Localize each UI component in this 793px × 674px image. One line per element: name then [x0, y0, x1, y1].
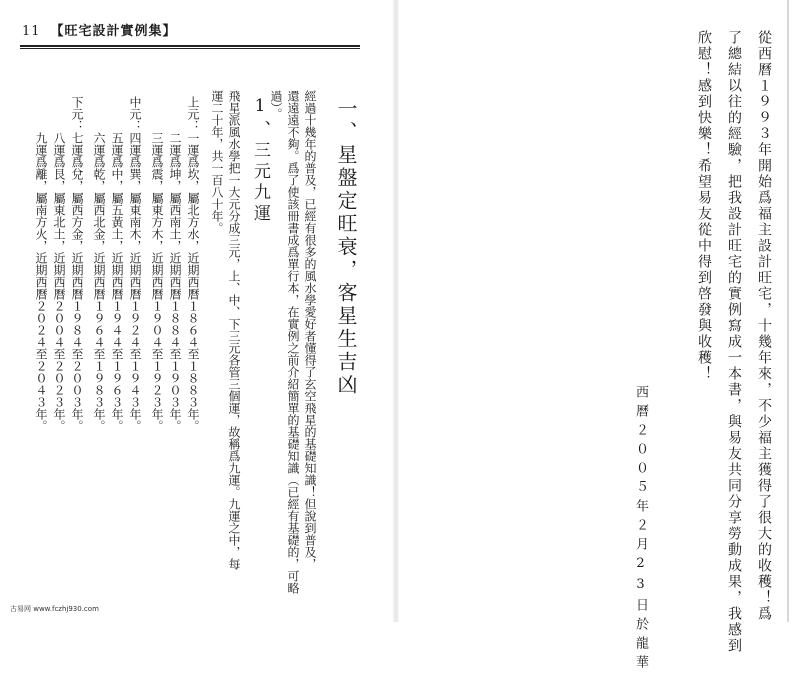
yuan-label-middle: 中元：: [128, 96, 142, 132]
footer-watermark: 古易网 www.fczhj930.com: [10, 605, 99, 613]
preface-line-1: 從西曆１９９３年開始爲福主設計旺宅，十幾年來，不少福主獲得了很大的收穫！爲: [756, 30, 772, 622]
book-title: 【旺宅設計實例集】: [50, 24, 177, 39]
section-body-line-2: 運二十年，共一百八十年。: [210, 90, 224, 234]
yuan-line: 八運爲艮，屬東北土，近期西曆２００４至２０２３年。: [52, 132, 66, 432]
yuan-label-upper: 上元：: [186, 96, 200, 132]
right-page: [397, 0, 793, 674]
left-page: [0, 0, 396, 622]
yuan-line: 五運爲中，屬五黃土，近期西曆１９４４至１９６３年。: [110, 132, 124, 432]
intro-line-2: 還遠遠不夠。爲了使該冊書成爲單行本，在實例之前介紹簡單的基礎知識（已經有基礎的，可略: [286, 90, 300, 594]
header-rule-thin: [20, 48, 360, 49]
yuan-line: 四運爲巽，屬東南木，近期西曆１９２４至１９４３年。: [128, 132, 142, 432]
yuan-line: 九運爲離，屬南方火，近期西曆２０２４至２０４３年。: [34, 132, 48, 432]
yuan-label-lower: 下元：: [70, 96, 84, 132]
yuan-line: 七運爲兌，屬西方金，近期西曆１９８４至２００３年。: [70, 132, 84, 432]
page-edge: [787, 0, 789, 622]
yuan-line: 三運爲震，屬東方木，近期西曆１９０４至１９２３年。: [150, 132, 164, 432]
section-body-line-1: 飛星派風水學把一大元分成三元，上、中、下三元各管三個運，故稱爲九運。九運之中，每: [227, 90, 241, 570]
preface-line-3: 欣慰！感到快樂！希望易友從中得到啓發與收穫！: [696, 30, 712, 382]
preface-line-2: 了總結以往的經驗，把我設計旺宅的實例寫成一本書，與易友共同分享勞動成果，我感到: [726, 30, 742, 654]
header-rule: [20, 45, 360, 47]
yuan-line: 六運爲乾，屬西北金，近期西曆１９６４至１９８３年。: [92, 132, 106, 432]
yuan-line: 一運爲坎，屬北方水，近期西曆１８６４至１８８３年。: [186, 132, 200, 432]
intro-line-1: 經過十幾年的普及，已經有很多的風水學愛好者懂得了玄空飛星的基礎知識！但說到普及，: [303, 90, 317, 570]
signature-date: 西曆２００５年２月23日於龍華: [633, 385, 648, 674]
running-header: [22, 20, 177, 39]
chapter-title: 一、星盤定旺衰，客星生吉凶: [334, 98, 358, 397]
page-number: 11: [22, 24, 41, 39]
yuan-line: 二運爲坤，屬西南土，近期西曆１８８４至１９０３年。: [168, 132, 182, 432]
intro-line-3: 過）。: [269, 90, 283, 120]
section-heading: 1、三元九運: [250, 96, 270, 225]
